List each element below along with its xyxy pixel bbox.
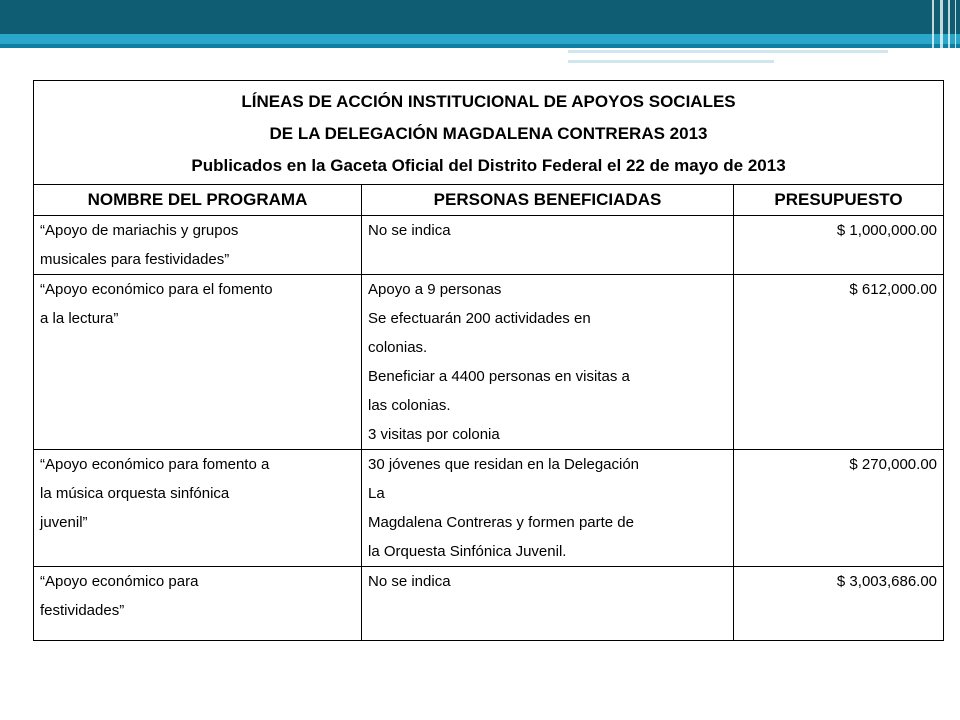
cell-text: las colonias. [368,397,451,414]
cell-text: 3 visitas por colonia [368,426,500,443]
banner-dark-band [0,0,960,34]
beneficiaries-cell [362,216,734,275]
cell-text: colonias. [368,339,428,356]
header-beneficiaries: PERSONAS BENEFICIADAS [362,185,734,216]
cell-text: “Apoyo económico para fomento a [40,456,270,473]
banner-vertical-line [955,0,956,64]
table-title [34,81,944,185]
cell-text: Apoyo a 9 personas [368,281,502,298]
banner-vertical-line [948,0,950,64]
cell-text: “Apoyo económico para el fomento [40,281,273,298]
table-row [34,567,944,641]
cell-text: $ 270,000.00 [849,456,938,473]
budget-cell [734,567,944,641]
program-name-cell [34,450,362,567]
cell-text: $ 3,003,686.00 [836,573,938,590]
program-name-cell [34,567,362,641]
programs-table [33,80,944,641]
title-line: LÍNEAS DE ACCIÓN INSTITUCIONAL DE APOYOS SOCIALES [241,92,736,111]
header-budget: PRESUPUESTO [734,185,944,216]
cell-text: Beneficiar a 4400 personas en visitas a [368,368,630,385]
budget-cell [734,450,944,567]
cell-text: $ 612,000.00 [849,281,938,298]
budget-cell [734,216,944,275]
cell-text: festividades” [40,602,125,619]
cell-text: “Apoyo económico para [40,573,199,590]
header-row [34,185,944,216]
program-name-cell [34,275,362,450]
cell-text: a la lectura” [40,310,119,327]
table-row [34,450,944,567]
banner-light-band [0,34,960,44]
cell-text: Se efectuarán 200 actividades en [368,310,591,327]
cell-text: $ 1,000,000.00 [836,222,938,239]
banner-accent-line [568,50,888,53]
cell-text: “Apoyo de mariachis y grupos [40,222,239,239]
table-row [34,216,944,275]
beneficiaries-cell [362,450,734,567]
header-program-name: NOMBRE DEL PROGRAMA [34,185,362,216]
table-row [34,275,944,450]
beneficiaries-cell [362,275,734,450]
cell-text: la música orquesta sinfónica [40,485,230,502]
banner-strip [0,44,960,48]
cell-text: No se indica [368,573,451,590]
budget-cell [734,275,944,450]
title-line: DE LA DELEGACIÓN MAGDALENA CONTRERAS 2013 [269,124,708,143]
title-line: Publicados en la Gaceta Oficial del Distrito Federal el 22 de mayo de 2013 [191,156,786,175]
cell-text: La [368,485,385,502]
cell-text: juvenil” [40,514,88,531]
cell-text: musicales para festividades” [40,251,230,268]
cell-text: Magdalena Contreras y formen parte de [368,514,634,531]
banner-vertical-line [940,0,943,64]
program-name-cell [34,216,362,275]
cell-text: la Orquesta Sinfónica Juvenil. [368,543,567,560]
banner-accent-line-short [568,60,774,63]
cell-text: No se indica [368,222,451,239]
beneficiaries-cell [362,567,734,641]
banner-vertical-line [932,0,934,64]
cell-text: 30 jóvenes que residan en la Delegación [368,456,640,473]
